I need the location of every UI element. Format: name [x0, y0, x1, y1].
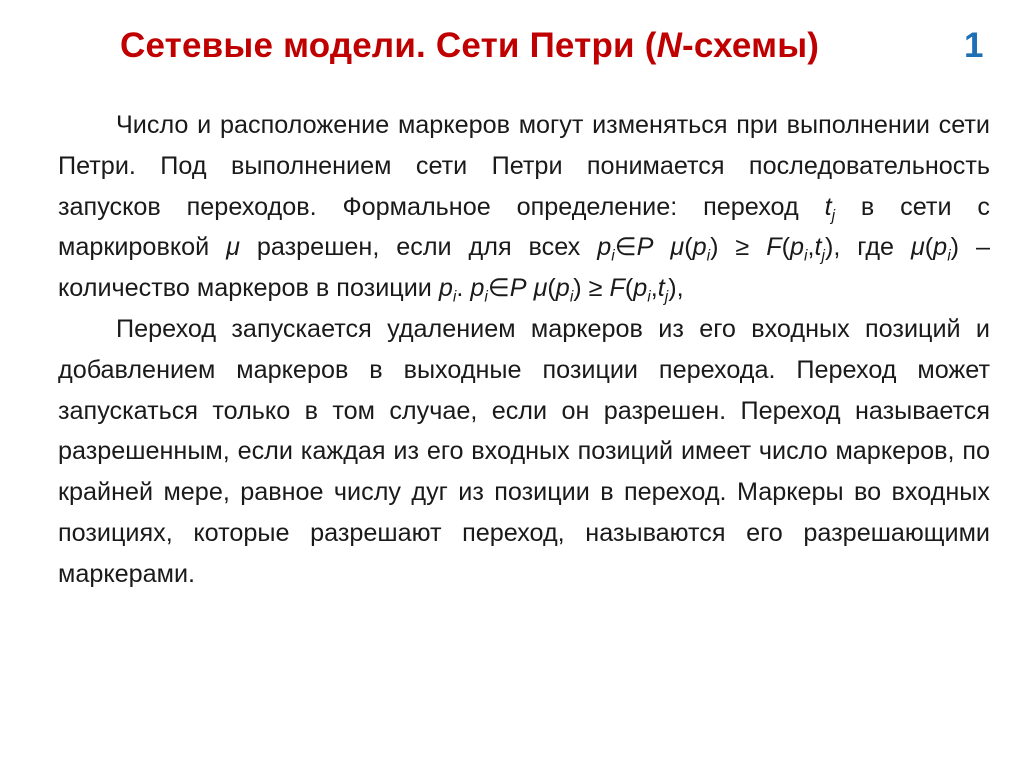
- text-segment: разрешен, если для всех: [239, 233, 598, 262]
- math-symbol: t: [814, 233, 822, 262]
- math-subscript: i: [569, 288, 574, 306]
- math-symbol: p: [692, 233, 707, 262]
- math-subscript: j: [821, 247, 825, 265]
- slide-title: [120, 26, 819, 66]
- math-symbol: p: [555, 274, 570, 303]
- paragraph-firing: Переход запускается удалением маркеров из его входных позиций и добавлением маркеров в выходные позиции перехода. Переход может запускаться только в том случае, если он разрешен. Переход называется разрешенным, если каждая из его входных позиций имеет число маркеров, по крайней мере, равное числу дуг из позиции в переход. Маркеры во входных позициях, которые разрешают переход, называются его разрешающими маркерами.: [58, 314, 990, 588]
- math-subscript: i: [706, 247, 711, 265]
- math-subscript: i: [947, 247, 951, 265]
- math-symbol: p: [438, 274, 453, 303]
- text-segment: – количество маркеров в позиции: [58, 233, 990, 303]
- math-symbol: μ: [533, 274, 548, 303]
- math-symbol: F: [609, 274, 625, 303]
- math-subscript: i: [647, 288, 651, 306]
- title-suffix: -схемы): [682, 26, 820, 65]
- title-prefix: Сетевые модели. Сети Петри (: [120, 26, 657, 65]
- math-subscript: i: [804, 247, 808, 265]
- math-subscript: i: [484, 288, 488, 306]
- math-symbol: p: [933, 233, 948, 262]
- math-symbol: μ: [910, 233, 925, 262]
- title-italic-n: N: [656, 26, 683, 65]
- math-symbol: μ: [670, 233, 685, 262]
- math-subscript: j: [664, 288, 669, 306]
- math-symbol: t: [657, 274, 665, 303]
- math-symbol: F: [766, 233, 782, 262]
- math-subscript: i: [452, 288, 457, 306]
- slide-body: [58, 105, 990, 595]
- math-symbol: p: [470, 274, 485, 303]
- slide-number: 1: [964, 26, 984, 65]
- math-symbol: p: [633, 274, 648, 303]
- math-symbol: t: [824, 192, 832, 221]
- math-symbol: μ: [226, 233, 240, 262]
- math-symbol: P: [636, 233, 654, 262]
- math-symbol: ∈: [487, 274, 510, 303]
- paragraph-definition: Число и расположение маркеров могут изменяться при выполнении сети Петри. Под выполнением сети Петри понимается последовательность запусков переходов. Формальное определение: переход $t_j$ в сети с маркировкой μ разрешен, если для всех $p_i\in P$ $\mu(p_i) \ge F(p_i,t_j)$, где $\mu(p_i)$ – количество маркеров в позиции $p_i$. $p_i\in P$ $\mu(p_i) \ge F(p_i,t_j)$,: [58, 111, 990, 306]
- math-symbol: p: [597, 233, 612, 262]
- math-symbol: p: [789, 233, 804, 262]
- math-subscript: j: [831, 207, 836, 225]
- math-symbol: ∈: [614, 233, 637, 262]
- math-subscript: i: [611, 247, 615, 265]
- text-segment: , где: [833, 233, 911, 262]
- text-segment: в сети с маркировкой: [58, 192, 990, 262]
- math-symbol: P: [509, 274, 527, 303]
- text-segment: Число и расположение маркеров могут изменяться при выполнении сети Петри. Под выполнением сети Петри понимается последовательность запусков переходов. Формальное определение: переход: [58, 111, 990, 221]
